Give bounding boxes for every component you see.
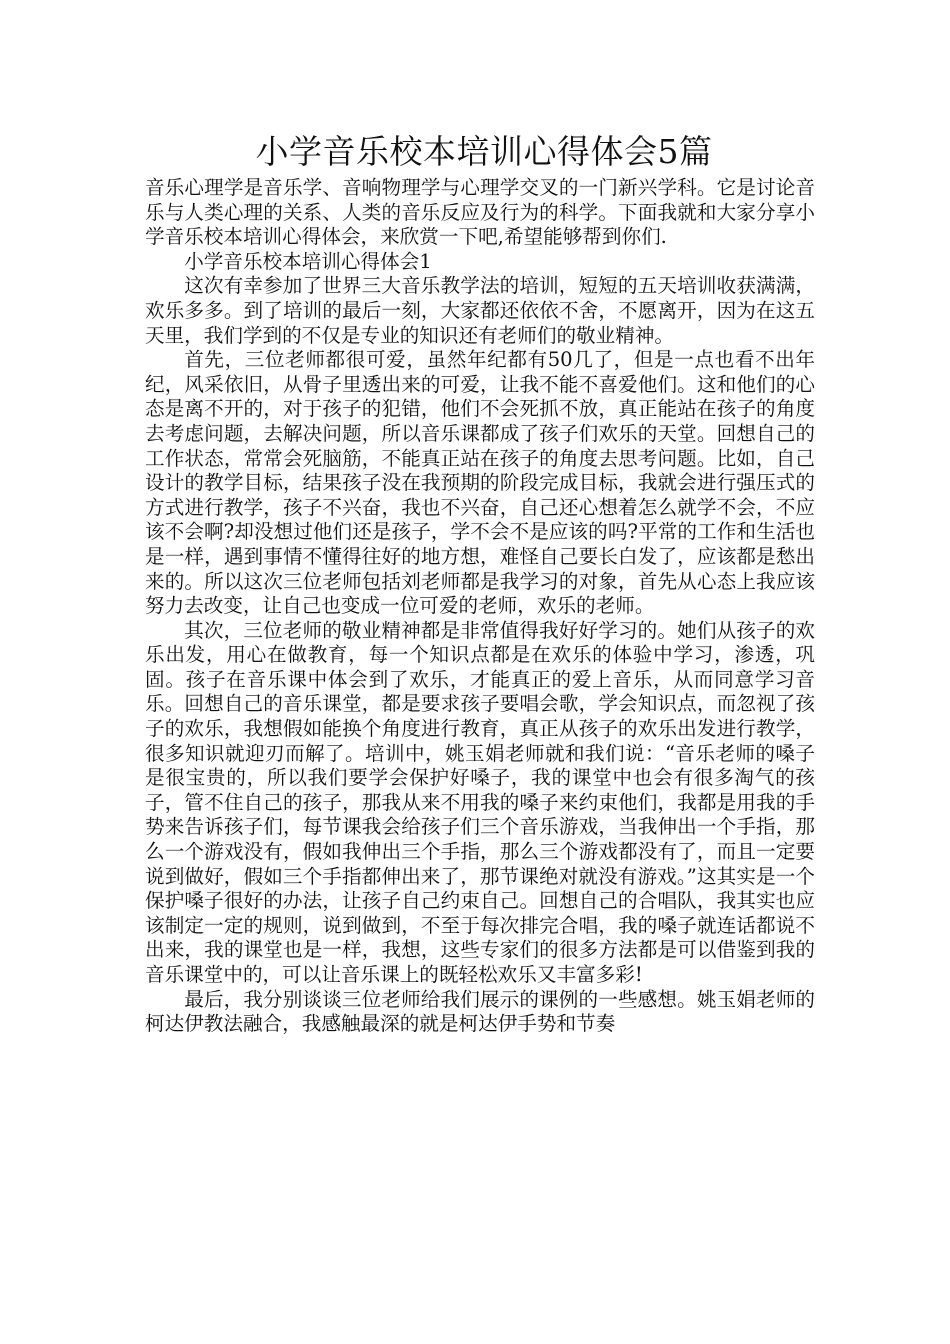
body-paragraph: 其次，三位老师的敬业精神都是非常值得我好好学习的。她们从孩子的欢乐出发，用心在做教育，每一个知识点都是在欢乐的体验中学习，渗透，巩固。孩子在音乐课中体会到了欢乐，才能真正的爱上音乐，从而同意学习音乐。回想自己的音乐课堂，都是要求孩子要唱会歌，学会知识点，而忽视了孩子的欢乐，我想假如能换个角度进行教育，真正从孩子的欢乐出发进行教学，很多知识就迎刃而解了。培训中，姚玉娟老师就和我们说：“音乐老师的嗓子是很宝贵的，所以我们要学会保护好嗓子，我的课堂中也会有很多淘气的孩子，管不住自己的孩子，那我从来不用我的嗓子来约束他们，我都是用我的手势来告诉孩子们，每节课我会给孩子们三个音乐游戏，当我伸出一个手指，那么一个游戏没有，假如我伸出三个手指，那么三个游戏都没有了，而且一定要说到做好，假如三个手指都伸出来了，那节课绝对就没有游戏。”这其实是一个保护嗓子很好的办法，让孩子自己约束自己。回想自己的合唱队，我其实也应该制定一定的规则，说到做到，不至于每次排完合唱，我的嗓子就连话都说不出来，我的课堂也是一样，我想，这些专家们的很多方法都是可以借鉴到我的音乐课堂中的，可以让音乐课上的既轻松欢乐又丰富多彩!: [145, 618, 815, 986]
body-paragraph: 首先，三位老师都很可爱，虽然年纪都有50几了，但是一点也看不出年纪，风采依旧，从骨子里透出来的可爱，让我不能不喜爱他们。这和他们的心态是离不开的，对于孩子的犯错，他们不会死抓不放，真正能站在孩子的角度去考虑问题，去解决问题，所以音乐课都成了孩子们欢乐的天堂。回想自己的工作状态，常常会死脑筋，不能真正站在孩子的角度去思考问题。比如，自己设计的教学目标，结果孩子没在我预期的阶段完成目标，我就会进行强压式的方式进行教学，孩子不兴奋，我也不兴奋，自己还心想着怎么就学不会，不应该不会啊?却没想过他们还是孩子，学不会不是应该的吗?平常的工作和生活也是一样，遇到事情不懂得往好的地方想，难怪自己要长白发了，应该都是愁出来的。所以这次三位老师包括刘老师都是我学习的对象，首先从心态上我应该努力去改变，让自己也变成一位可爱的老师，欢乐的老师。: [145, 348, 815, 618]
intro-paragraph: 音乐心理学是音乐学、音响物理学与心理学交叉的一门新兴学科。它是讨论音乐与人类心理的关系、人类的音乐反应及行为的科学。下面我就和大家分享小学音乐校本培训心得体会，来欣赏一下吧,希望能够帮到你们.: [145, 176, 815, 249]
section-heading: 小学音乐校本培训心得体会1: [184, 249, 432, 273]
document-title: 小学音乐校本培训心得体会5篇: [255, 132, 713, 171]
body-paragraph: 最后，我分别谈谈三位老师给我们展示的课例的一些感想。姚玉娟老师的柯达伊教法融合，我感触最深的就是柯达伊手势和节奏: [145, 987, 815, 1036]
document-body: [145, 176, 815, 1037]
body-paragraph: 这次有幸参加了世界三大音乐教学法的培训，短短的五天培训收获满满，欢乐多多。到了培训的最后一刻，大家都还依依不舍，不愿离开，因为在这五天里，我们学到的不仅是专业的知识还有老师们的敬业精神。: [145, 274, 815, 347]
document-page: [145, 128, 815, 1037]
